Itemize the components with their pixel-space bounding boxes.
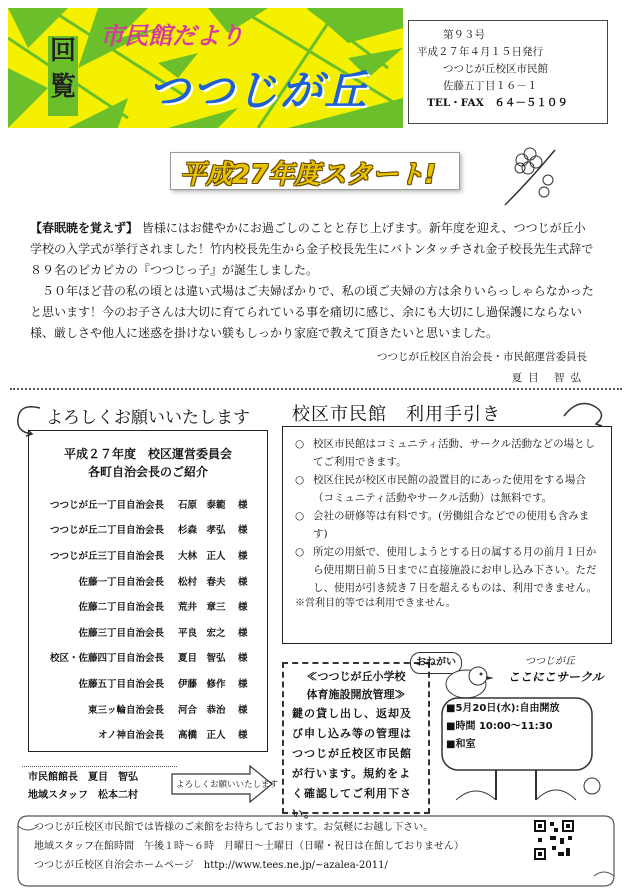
banner-text: 平成27年度スタート! <box>180 160 437 190</box>
member-name: 高橋 正人 <box>178 730 226 742</box>
member-honorific: 様 <box>238 602 248 614</box>
circle-time-row: ■時間 10:00～11:30 <box>446 721 553 732</box>
newsletter-title: つつじが丘 <box>148 66 369 115</box>
member-name: 石原 泰範 <box>178 499 226 511</box>
qr-code-icon <box>532 818 576 862</box>
member-role: つつじが丘二丁目自治会長 <box>49 525 164 537</box>
staff-box <box>22 766 177 806</box>
gym-title-2: 体育施設開放管理≫ <box>306 688 406 701</box>
member-name: 平良 宏之 <box>178 627 226 639</box>
member-role: 校区・佐藤四丁目自治会長 <box>49 653 164 665</box>
gym-title-1: ≪つつじが丘小学校 <box>306 670 406 683</box>
member-row <box>29 491 267 517</box>
footer-line-3: つつじが丘校区自治会ホームページ http://www.tees.ne.jp/~azalea-2011/ <box>34 860 388 871</box>
intro-paragraph-2: ５０年ほど昔の私の頃とは違い式場はご夫婦ばかりで、私の頃ご夫婦の方は余りいらっしゃらなかったと思います！今のお子さんは大切に育てられている事を痛切に感じ、余にも大切にし過保護にならない様、厳しさや他人に迷惑を掛けない躾もしっかり家庭で教えて頂きたいと思いました。 <box>30 284 594 340</box>
staff-director: 市民館館長 夏目 智弘 <box>28 772 138 783</box>
bird-icon <box>436 660 506 700</box>
usage-rule: ○ 校区住民が校区市民館の設置目的にあった使用をする場合（コミュニティ活動やサークル活動）は無料です。 <box>295 474 586 504</box>
committee-heading-1: 平成２７年度 校区運営委員会 <box>63 447 232 461</box>
usage-rule: ○ 会社の研修等は有料です。(労働組合などでの使用も含みます) <box>295 510 590 540</box>
section-divider <box>10 388 622 390</box>
member-honorific: 様 <box>238 525 248 537</box>
member-role: 佐藤二丁目自治会長 <box>78 602 164 614</box>
issue-number: 第９３号 <box>443 29 485 41</box>
greeting-title: よろしくお願いいたします <box>46 408 250 428</box>
circle-date-row: ■5月20日(水):自由開放 <box>446 703 560 714</box>
member-name: 大林 正人 <box>178 550 226 562</box>
usage-rule: ○ 校区市民館はコミュニティ活動、サークル活動などの場としてご利用できます。 <box>295 438 596 468</box>
member-row <box>29 645 267 671</box>
member-honorific: 様 <box>238 499 248 511</box>
intro-lead: 【春眠暁を覚えず】 <box>30 221 139 235</box>
intro-paragraph-1: 皆様にはお健やかにお過ごしのことと存じ上げます。新年度を迎え、つつじが丘小学校の入学式が挙行されました！竹内校長先生から金子校長先生にバトンタッチされ金子校長先生式辞で８９名のピカピカの『つつじっ子』が誕生しました。 <box>30 221 594 277</box>
kairan-char-2: 覧 <box>50 72 77 102</box>
footer-line-2: 地域スタッフ在館時間 午後１時～６時 月曜日～土曜日（日曜・祝日は在館しておりません） <box>34 841 464 852</box>
kairan-char-1: 回 <box>50 36 77 66</box>
member-name: 伊藤 修作 <box>178 678 226 690</box>
member-honorific: 様 <box>238 653 248 665</box>
member-name: 杉森 孝弘 <box>178 525 226 537</box>
member-name: 夏目 智弘 <box>178 653 226 665</box>
usage-note: ※営利目的等では利用できません。 <box>295 598 456 609</box>
arrow-text: よろしくお願いいたします <box>176 780 279 790</box>
gym-body: 鍵の貸し出し、返却及び申し込み等の管理はつつじが丘校区市民館が行います。規約をよく確認してご利用下さい。 <box>292 707 412 820</box>
member-honorific: 様 <box>238 730 248 742</box>
member-honorific: 様 <box>238 678 248 690</box>
committee-box <box>28 430 268 752</box>
member-role: 佐藤五丁目自治会長 <box>78 678 164 690</box>
usage-guide-box <box>282 426 612 644</box>
committee-heading-2: 各町自治会長のご紹介 <box>87 465 208 479</box>
series-title: 市民館だより <box>100 22 244 50</box>
member-role: つつじが丘三丁目自治会長 <box>49 550 164 562</box>
circle-label-1: つつじが丘 <box>525 656 575 667</box>
footer-line-1: つつじが丘校区市民館では皆様のご来館をお待ちしております。お気軽にお越し下さい。 <box>34 822 434 833</box>
signature-role: つつじが丘校区自治会長・市民館運営委員長 <box>377 351 587 363</box>
circle-schedule <box>446 700 574 764</box>
member-honorific: 様 <box>238 576 248 588</box>
signature-name: 夏目 智弘 <box>511 372 587 384</box>
intro-article <box>30 218 596 344</box>
masthead <box>8 8 403 128</box>
footer <box>26 816 598 886</box>
member-name: 荒井 章三 <box>178 602 226 614</box>
member-role: 東三ッ輪自治会長 <box>87 704 164 716</box>
member-row <box>29 670 267 696</box>
circle-label-2: ここにこサークル <box>508 670 604 684</box>
gym-notice <box>282 662 430 820</box>
circle-place-row: ■和室 <box>446 739 476 750</box>
banner <box>170 152 460 190</box>
member-row <box>29 619 267 645</box>
member-row <box>29 696 267 722</box>
usage-guide-title: 校区市民館 利用手引き <box>292 404 501 425</box>
swirl-right-icon <box>560 396 612 430</box>
member-list <box>29 491 267 747</box>
cherry-blossom-icon <box>500 140 560 210</box>
member-row <box>29 542 267 568</box>
issue-date: 平成２７年４月１５日発行 <box>417 46 543 58</box>
staff-local: 地域スタッフ 松本二村 <box>28 790 138 801</box>
member-row <box>29 593 267 619</box>
member-role: 佐藤一丁目自治会長 <box>78 576 164 588</box>
publisher: つつじが丘校区市民館 <box>443 63 548 75</box>
member-honorific: 様 <box>238 704 248 716</box>
usage-rule: ○ 所定の用紙で、使用しようとする日の属する月の前月１日から使用期日前５日までに直接施設にお申し込み下さい。ただし、使用が引き続き７日を超えるものは、利用できません。 <box>295 546 598 594</box>
tel-fax: TEL・FAX ６４－５１０９ <box>427 97 568 109</box>
member-role: 佐藤三丁目自治会長 <box>78 627 164 639</box>
address: 佐藤五丁目１６－１ <box>443 80 538 92</box>
member-name: 松村 春夫 <box>178 576 226 588</box>
member-honorific: 様 <box>238 627 248 639</box>
member-role: つつじが丘一丁目自治会長 <box>49 499 164 511</box>
issue-info-box <box>408 20 608 124</box>
member-name: 河合 恭治 <box>178 704 226 716</box>
member-row <box>29 721 267 747</box>
onegai-badge: おねがい <box>410 652 462 674</box>
member-row <box>29 568 267 594</box>
member-honorific: 様 <box>238 550 248 562</box>
member-row <box>29 517 267 543</box>
member-role: オノ神自治会長 <box>98 730 164 742</box>
